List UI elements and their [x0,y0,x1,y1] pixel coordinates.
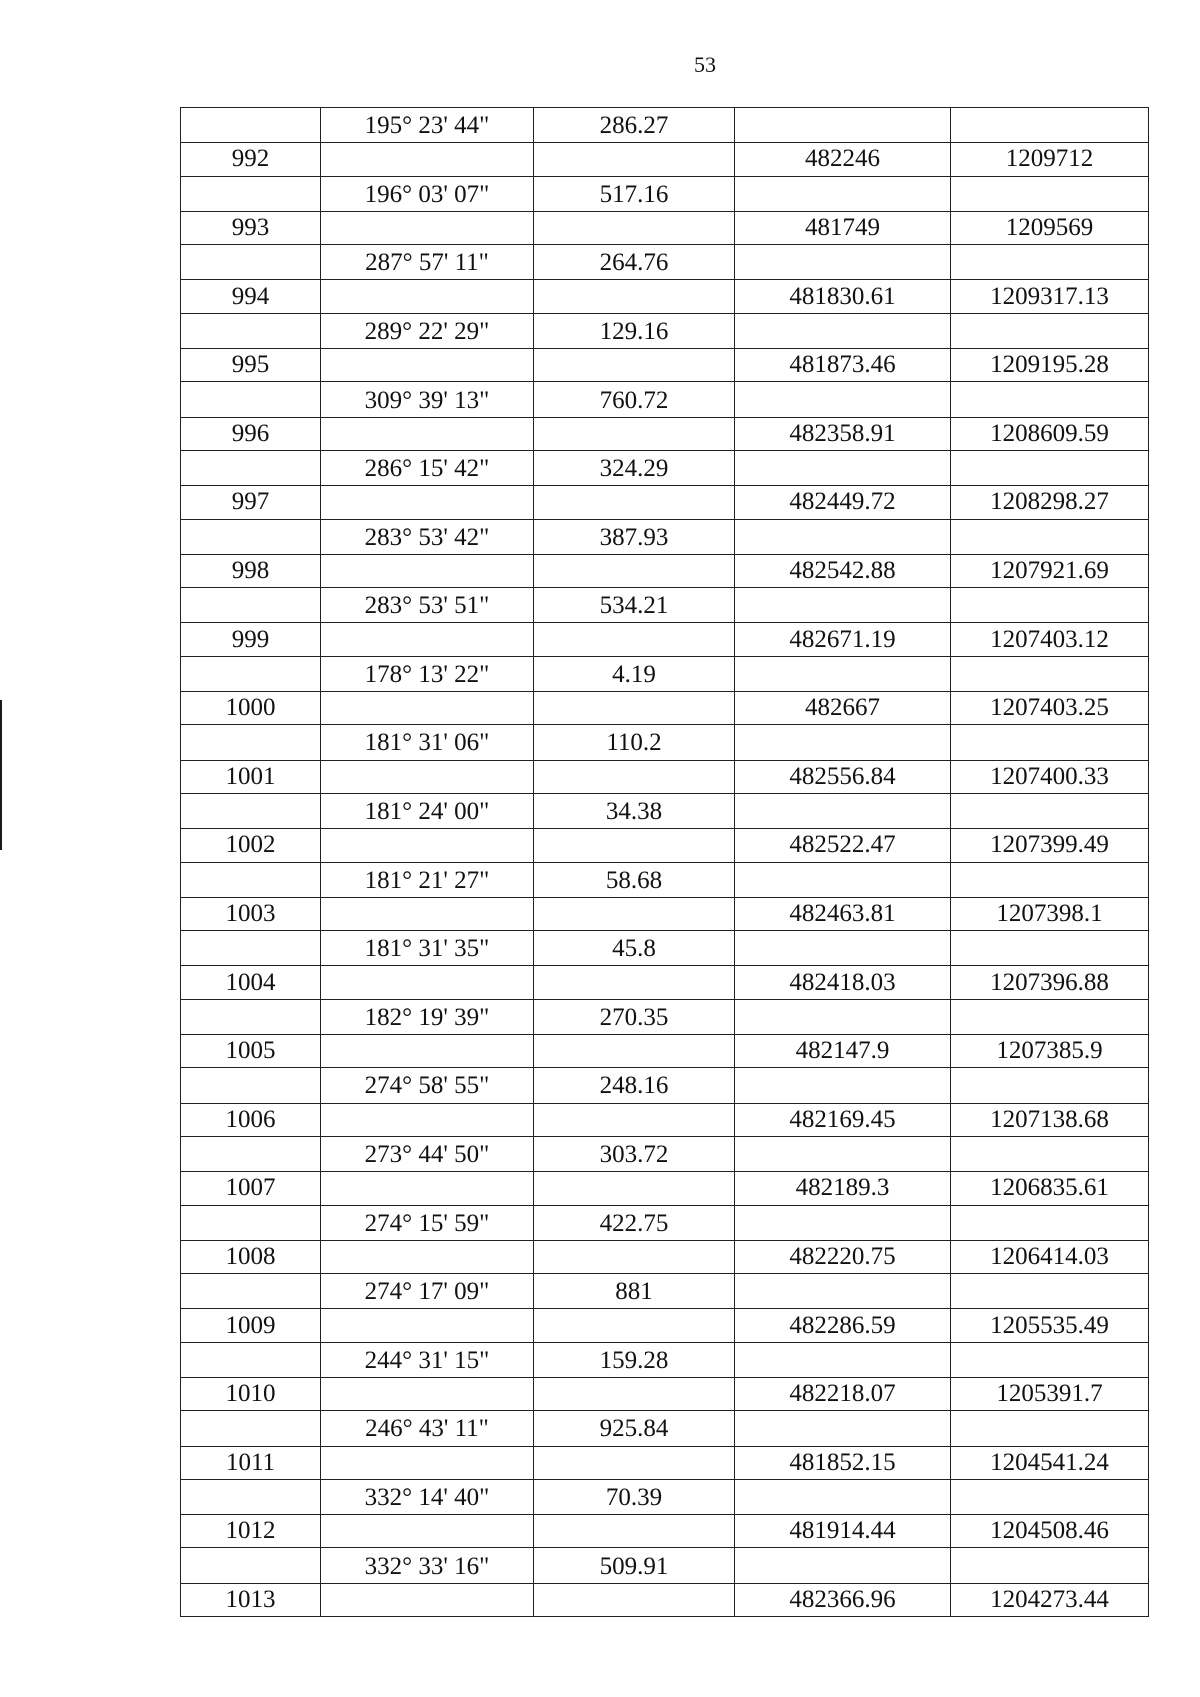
northing-cell [735,725,951,760]
distance-cell [534,143,735,176]
easting-cell: 1207403.12 [951,623,1149,656]
easting-cell: 1207921.69 [951,554,1149,587]
traverse-line-row [181,382,1149,417]
traverse-line-row [181,108,1149,143]
northing-cell [735,1479,951,1514]
easting-cell: 1206414.03 [951,1240,1149,1273]
easting-cell [951,862,1149,897]
northing-cell [735,999,951,1034]
traverse-line-row [181,588,1149,623]
easting-cell [951,1411,1149,1446]
northing-cell [735,1068,951,1103]
bearing-cell: 182° 19' 39" [321,999,534,1034]
easting-cell [951,1136,1149,1171]
northing-cell: 482169.45 [735,1103,951,1136]
distance-cell [534,1583,735,1616]
distance-cell [534,692,735,725]
bearing-cell: 244° 31' 15" [321,1342,534,1377]
distance-cell: 70.39 [534,1479,735,1514]
distance-cell: 509.91 [534,1548,735,1583]
northing-cell: 482667 [735,692,951,725]
point-cell: 1006 [181,1103,321,1136]
survey-point-row [181,211,1149,244]
point-cell [181,1479,321,1514]
bearing-cell [321,1172,534,1205]
bearing-cell: 195° 23' 44" [321,108,534,143]
survey-point-row [181,1377,1149,1410]
bearing-cell: 283° 53' 51" [321,588,534,623]
point-cell [181,1548,321,1583]
northing-cell [735,1136,951,1171]
northing-cell [735,1411,951,1446]
bearing-cell [321,1446,534,1479]
northing-cell: 482522.47 [735,829,951,862]
easting-cell: 1209317.13 [951,280,1149,313]
distance-cell [534,1172,735,1205]
distance-cell [534,349,735,382]
distance-cell [534,486,735,519]
easting-cell [951,176,1149,211]
northing-cell [735,1205,951,1240]
easting-cell: 1204541.24 [951,1446,1149,1479]
easting-cell [951,725,1149,760]
northing-cell [735,931,951,966]
point-cell [181,588,321,623]
traverse-line-row [181,450,1149,485]
traverse-line-row [181,313,1149,348]
easting-cell: 1207403.25 [951,692,1149,725]
easting-cell [951,382,1149,417]
northing-cell: 482366.96 [735,1583,951,1616]
survey-point-row [181,1515,1149,1548]
survey-point-row [181,623,1149,656]
northing-cell [735,1342,951,1377]
northing-cell: 482449.72 [735,486,951,519]
bearing-cell: 332° 14' 40" [321,1479,534,1514]
bearing-cell [321,897,534,930]
distance-cell: 58.68 [534,862,735,897]
distance-cell [534,1377,735,1410]
easting-cell: 1207400.33 [951,760,1149,793]
easting-cell: 1209712 [951,143,1149,176]
traverse-line-row [181,1411,1149,1446]
survey-point-row [181,1583,1149,1616]
easting-cell [951,1342,1149,1377]
point-cell: 1013 [181,1583,321,1616]
point-cell [181,245,321,280]
easting-cell [951,656,1149,691]
northing-cell: 481873.46 [735,349,951,382]
point-cell: 1008 [181,1240,321,1273]
distance-cell: 881 [534,1274,735,1309]
easting-cell [951,793,1149,828]
distance-cell [534,1035,735,1068]
point-cell: 1001 [181,760,321,793]
point-cell [181,1411,321,1446]
easting-cell [951,999,1149,1034]
northing-cell: 482542.88 [735,554,951,587]
easting-cell [951,1068,1149,1103]
distance-cell: 110.2 [534,725,735,760]
easting-cell: 1205535.49 [951,1309,1149,1342]
point-cell: 993 [181,211,321,244]
distance-cell [534,1103,735,1136]
bearing-cell [321,1103,534,1136]
distance-cell [534,417,735,450]
northing-cell: 481914.44 [735,1515,951,1548]
survey-point-row [181,280,1149,313]
easting-cell [951,313,1149,348]
bearing-cell [321,692,534,725]
bearing-cell [321,1309,534,1342]
point-cell: 1003 [181,897,321,930]
northing-cell [735,245,951,280]
survey-point-row [181,1172,1149,1205]
bearing-cell [321,280,534,313]
bearing-cell: 181° 31' 06" [321,725,534,760]
distance-cell [534,897,735,930]
easting-cell [951,588,1149,623]
easting-cell: 1207399.49 [951,829,1149,862]
bearing-cell [321,211,534,244]
northing-cell [735,382,951,417]
traverse-line-row [181,1068,1149,1103]
bearing-cell: 246° 43' 11" [321,1411,534,1446]
traverse-line-row [181,1136,1149,1171]
distance-cell: 4.19 [534,656,735,691]
easting-cell: 1208609.59 [951,417,1149,450]
point-cell [181,793,321,828]
distance-cell: 925.84 [534,1411,735,1446]
distance-cell [534,211,735,244]
distance-cell [534,623,735,656]
distance-cell: 517.16 [534,176,735,211]
distance-cell [534,554,735,587]
distance-cell [534,1446,735,1479]
easting-cell: 1204508.46 [951,1515,1149,1548]
easting-cell [951,931,1149,966]
point-cell: 998 [181,554,321,587]
point-cell [181,1274,321,1309]
northing-cell: 482147.9 [735,1035,951,1068]
distance-cell: 303.72 [534,1136,735,1171]
bearing-cell: 309° 39' 13" [321,382,534,417]
table-body [181,108,1149,1617]
northing-cell: 482358.91 [735,417,951,450]
bearing-cell: 196° 03' 07" [321,176,534,211]
point-cell: 1011 [181,1446,321,1479]
survey-point-row [181,554,1149,587]
bearing-cell: 332° 33' 16" [321,1548,534,1583]
northing-cell: 482189.3 [735,1172,951,1205]
northing-cell: 482246 [735,143,951,176]
northing-cell: 482463.81 [735,897,951,930]
northing-cell [735,176,951,211]
northing-cell: 482418.03 [735,966,951,999]
point-cell [181,1205,321,1240]
point-cell: 996 [181,417,321,450]
distance-cell: 248.16 [534,1068,735,1103]
easting-cell: 1208298.27 [951,486,1149,519]
bearing-cell: 273° 44' 50" [321,1136,534,1171]
traverse-line-row [181,862,1149,897]
traverse-line-row [181,519,1149,554]
easting-cell [951,450,1149,485]
traverse-line-row [181,1205,1149,1240]
point-cell: 992 [181,143,321,176]
northing-cell [735,862,951,897]
survey-point-row [181,1240,1149,1273]
bearing-cell: 289° 22' 29" [321,313,534,348]
northing-cell [735,1548,951,1583]
point-cell [181,1342,321,1377]
survey-point-row [181,143,1149,176]
easting-cell [951,245,1149,280]
northing-cell: 482220.75 [735,1240,951,1273]
distance-cell [534,829,735,862]
distance-cell [534,1515,735,1548]
bearing-cell [321,966,534,999]
point-cell [181,999,321,1034]
point-cell: 1009 [181,1309,321,1342]
easting-cell [951,1205,1149,1240]
bearing-cell [321,760,534,793]
distance-cell: 422.75 [534,1205,735,1240]
easting-cell [951,1274,1149,1309]
distance-cell: 34.38 [534,793,735,828]
distance-cell: 534.21 [534,588,735,623]
bearing-cell: 287° 57' 11" [321,245,534,280]
northing-cell [735,313,951,348]
northing-cell [735,519,951,554]
distance-cell [534,966,735,999]
bearing-cell: 181° 21' 27" [321,862,534,897]
northing-cell: 481830.61 [735,280,951,313]
northing-cell [735,793,951,828]
traverse-line-row [181,176,1149,211]
bearing-cell: 274° 17' 09" [321,1274,534,1309]
bearing-cell [321,417,534,450]
survey-point-row [181,966,1149,999]
point-cell [181,108,321,143]
point-cell [181,382,321,417]
point-cell [181,313,321,348]
point-cell [181,725,321,760]
easting-cell: 1204273.44 [951,1583,1149,1616]
point-cell: 1005 [181,1035,321,1068]
bearing-cell [321,1515,534,1548]
easting-cell [951,1548,1149,1583]
distance-cell [534,1240,735,1273]
point-cell: 1010 [181,1377,321,1410]
northing-cell [735,450,951,485]
distance-cell: 129.16 [534,313,735,348]
bearing-cell [321,1377,534,1410]
point-cell [181,656,321,691]
point-cell: 1007 [181,1172,321,1205]
bearing-cell: 178° 13' 22" [321,656,534,691]
easting-cell: 1207385.9 [951,1035,1149,1068]
scan-edge-mark [0,700,2,850]
traverse-line-row [181,1274,1149,1309]
distance-cell: 286.27 [534,108,735,143]
bearing-cell [321,486,534,519]
distance-cell [534,1309,735,1342]
bearing-cell: 274° 15' 59" [321,1205,534,1240]
bearing-cell: 274° 58' 55" [321,1068,534,1103]
point-cell: 1000 [181,692,321,725]
northing-cell [735,588,951,623]
northing-cell [735,1274,951,1309]
bearing-cell [321,829,534,862]
bearing-cell: 286° 15' 42" [321,450,534,485]
survey-point-row [181,486,1149,519]
traverse-line-row [181,1479,1149,1514]
bearing-cell [321,1583,534,1616]
survey-point-row [181,1035,1149,1068]
traverse-line-row [181,1548,1149,1583]
easting-cell: 1206835.61 [951,1172,1149,1205]
distance-cell: 387.93 [534,519,735,554]
point-cell [181,176,321,211]
survey-point-row [181,692,1149,725]
point-cell [181,519,321,554]
bearing-cell [321,143,534,176]
point-cell: 1012 [181,1515,321,1548]
point-cell: 1004 [181,966,321,999]
point-cell [181,450,321,485]
distance-cell: 45.8 [534,931,735,966]
northing-cell: 482286.59 [735,1309,951,1342]
bearing-cell [321,623,534,656]
survey-point-row [181,760,1149,793]
distance-cell: 324.29 [534,450,735,485]
northing-cell [735,656,951,691]
easting-cell: 1207398.1 [951,897,1149,930]
point-cell [181,862,321,897]
northing-cell [735,108,951,143]
northing-cell: 481749 [735,211,951,244]
easting-cell [951,108,1149,143]
bearing-cell: 283° 53' 42" [321,519,534,554]
traverse-line-row [181,999,1149,1034]
point-cell: 997 [181,486,321,519]
northing-cell: 482556.84 [735,760,951,793]
easting-cell [951,519,1149,554]
distance-cell: 270.35 [534,999,735,1034]
survey-point-row [181,1309,1149,1342]
distance-cell [534,280,735,313]
easting-cell [951,1479,1149,1514]
bearing-cell [321,1035,534,1068]
bearing-cell [321,349,534,382]
survey-point-row [181,1103,1149,1136]
northing-cell: 482671.19 [735,623,951,656]
traverse-line-row [181,1342,1149,1377]
bearing-cell: 181° 24' 00" [321,793,534,828]
survey-coordinates-table [180,107,1149,1617]
northing-cell: 481852.15 [735,1446,951,1479]
easting-cell: 1209569 [951,211,1149,244]
northing-cell: 482218.07 [735,1377,951,1410]
bearing-cell [321,554,534,587]
point-cell: 994 [181,280,321,313]
point-cell [181,1136,321,1171]
easting-cell: 1207138.68 [951,1103,1149,1136]
distance-cell: 760.72 [534,382,735,417]
traverse-line-row [181,656,1149,691]
page-number: 53 [694,52,716,77]
point-cell: 1002 [181,829,321,862]
easting-cell: 1205391.7 [951,1377,1149,1410]
traverse-line-row [181,793,1149,828]
bearing-cell: 181° 31' 35" [321,931,534,966]
distance-cell: 159.28 [534,1342,735,1377]
survey-point-row [181,1446,1149,1479]
point-cell: 999 [181,623,321,656]
traverse-line-row [181,931,1149,966]
point-cell [181,931,321,966]
point-cell: 995 [181,349,321,382]
easting-cell: 1209195.28 [951,349,1149,382]
survey-point-row [181,897,1149,930]
easting-cell: 1207396.88 [951,966,1149,999]
traverse-line-row [181,245,1149,280]
survey-point-row [181,829,1149,862]
distance-cell [534,760,735,793]
survey-point-row [181,417,1149,450]
traverse-line-row [181,725,1149,760]
distance-cell: 264.76 [534,245,735,280]
bearing-cell [321,1240,534,1273]
point-cell [181,1068,321,1103]
survey-point-row [181,349,1149,382]
